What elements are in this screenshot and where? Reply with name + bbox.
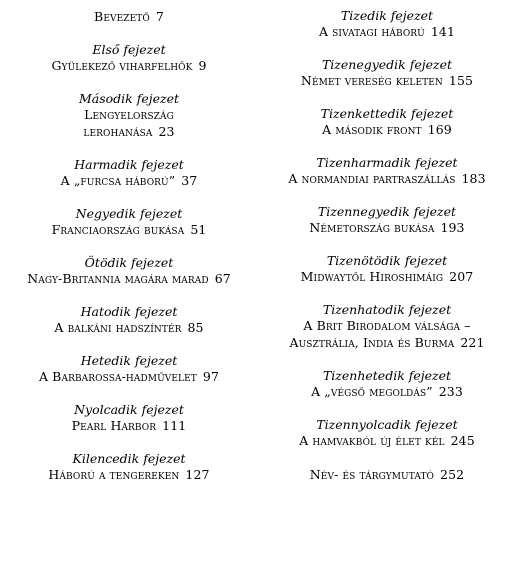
- chapter-title-line: Franciaország bukása 51: [51, 222, 207, 237]
- chapter-label: Nyolcadik fejezet: [74, 402, 184, 417]
- chapter-title: [258, 268, 516, 285]
- page-number: 221: [460, 335, 485, 350]
- chapter-title-line: A második front 169: [322, 122, 452, 137]
- chapter-label: Tizenhetedik fejezet: [322, 368, 452, 383]
- chapter-label: Harmadik fejezet: [74, 157, 184, 172]
- chapter-title: [0, 221, 258, 238]
- chapter-title: [0, 8, 258, 25]
- toc-entry: [0, 353, 258, 385]
- chapter-title: [258, 383, 516, 400]
- chapter-title: [258, 72, 516, 89]
- toc-entry: [0, 42, 258, 74]
- page-number: 207: [449, 269, 474, 284]
- toc-entry: [0, 451, 258, 483]
- chapter-label: Ötödik fejezet: [84, 255, 174, 270]
- chapter-label: Hetedik fejezet: [80, 353, 178, 368]
- chapter-title: [0, 319, 258, 336]
- page-number: 7: [155, 9, 164, 24]
- toc-entry: [0, 206, 258, 238]
- chapter-title: [258, 466, 516, 483]
- chapter-label: Tizenötödik fejezet: [326, 253, 448, 268]
- chapter-title: [0, 57, 258, 74]
- table-of-contents: [0, 8, 516, 564]
- page-number: 51: [190, 222, 207, 237]
- page-number: 111: [162, 418, 187, 433]
- toc-entry: [258, 302, 516, 351]
- chapter-title-line: A hamvakból új élet kél 245: [299, 433, 475, 448]
- chapter-title-line: lerohanása 23: [83, 124, 175, 139]
- chapter-label: Tizenkettedik fejezet: [320, 106, 454, 121]
- toc-entry: [258, 466, 516, 483]
- chapter-title-line: Ausztrália, India és Burma 221: [289, 335, 485, 350]
- chapter-title: [0, 368, 258, 385]
- toc-entry: [258, 204, 516, 236]
- page-number: 9: [198, 58, 207, 73]
- page-number: 155: [448, 73, 474, 88]
- toc-entry: [258, 106, 516, 138]
- chapter-label: Negyedik fejezet: [75, 206, 183, 221]
- page-number: 233: [438, 384, 463, 399]
- chapter-title-line: Pearl Harbor 111: [71, 418, 187, 433]
- page-number: 127: [185, 467, 210, 482]
- chapter-title-line: Midwaytől Hiroshimáig 207: [300, 269, 474, 284]
- chapter-title-line: A „furcsa háború” 37: [60, 173, 198, 188]
- chapter-title: [0, 106, 258, 140]
- chapter-title-line: Háború a tengereken 127: [48, 467, 210, 482]
- chapter-label: Első fejezet: [92, 42, 166, 57]
- chapter-title-line: Nagy-Britannia magára marad 67: [27, 271, 231, 286]
- toc-right-column: [258, 8, 516, 500]
- chapter-title-line: A balkáni hadszíntér 85: [54, 320, 204, 335]
- toc-entry: [0, 402, 258, 434]
- toc-entry: [258, 155, 516, 187]
- page-number: 169: [427, 122, 452, 137]
- page-number: 23: [158, 124, 175, 139]
- chapter-title: [0, 417, 258, 434]
- page-number: 67: [214, 271, 231, 286]
- chapter-title: [0, 270, 258, 287]
- chapter-label: Tizennegyedik fejezet: [317, 204, 457, 219]
- chapter-title: [258, 121, 516, 138]
- chapter-title-line: A sivatagi háború 141: [318, 24, 456, 39]
- chapter-label: Tizedik fejezet: [340, 8, 434, 23]
- page-number: 183: [461, 171, 486, 186]
- toc-entry: [258, 8, 516, 40]
- page-number: 245: [450, 433, 475, 448]
- toc-entry: [258, 417, 516, 449]
- toc-entry: [0, 91, 258, 140]
- chapter-label: Második fejezet: [78, 91, 180, 106]
- chapter-title: [258, 432, 516, 449]
- chapter-title-line: Lengyelország: [84, 107, 174, 122]
- page-number: 193: [440, 220, 465, 235]
- page-number: 97: [202, 369, 220, 384]
- chapter-title: [258, 170, 516, 187]
- toc-left-column: [0, 8, 258, 500]
- chapter-title: [258, 23, 516, 40]
- chapter-label: Tizennyolcadik fejezet: [316, 417, 458, 432]
- toc-entry: [258, 57, 516, 89]
- chapter-title-line: A Brit Birodalom válsága –: [303, 318, 471, 333]
- chapter-title: [0, 172, 258, 189]
- chapter-title-line: Név- és tárgymutató 252: [309, 467, 465, 482]
- page-number: 85: [187, 320, 204, 335]
- toc-entry: [0, 157, 258, 189]
- toc-entry: [0, 8, 258, 25]
- chapter-label: Hatodik fejezet: [80, 304, 178, 319]
- chapter-title-line: Németország bukása 193: [309, 220, 465, 235]
- chapter-label: Tizenhatodik fejezet: [322, 302, 452, 317]
- chapter-title: [0, 466, 258, 483]
- chapter-title-line: Gyülekező viharfelhők 9: [51, 58, 207, 73]
- chapter-title-line: A normandiai partraszállás 183: [288, 171, 486, 186]
- page-number: 252: [440, 467, 465, 482]
- toc-entry: [258, 368, 516, 400]
- page-number: 141: [430, 24, 456, 39]
- chapter-title-line: A „végső megoldás” 233: [311, 384, 463, 399]
- toc-entry: [0, 255, 258, 287]
- toc-entry: [0, 304, 258, 336]
- chapter-title: [258, 219, 516, 236]
- toc-entry: [258, 253, 516, 285]
- chapter-title: [258, 317, 516, 351]
- chapter-title-line: Bevezető 7: [94, 9, 164, 24]
- chapter-title-line: Német vereség keleten 155: [300, 73, 474, 88]
- chapter-title-line: A Barbarossa-hadművelet 97: [38, 369, 220, 384]
- chapter-label: Tizenharmadik fejezet: [316, 155, 458, 170]
- page-number: 37: [181, 173, 198, 188]
- chapter-label: Tizenegyedik fejezet: [321, 57, 453, 72]
- chapter-label: Kilencedik fejezet: [72, 451, 186, 466]
